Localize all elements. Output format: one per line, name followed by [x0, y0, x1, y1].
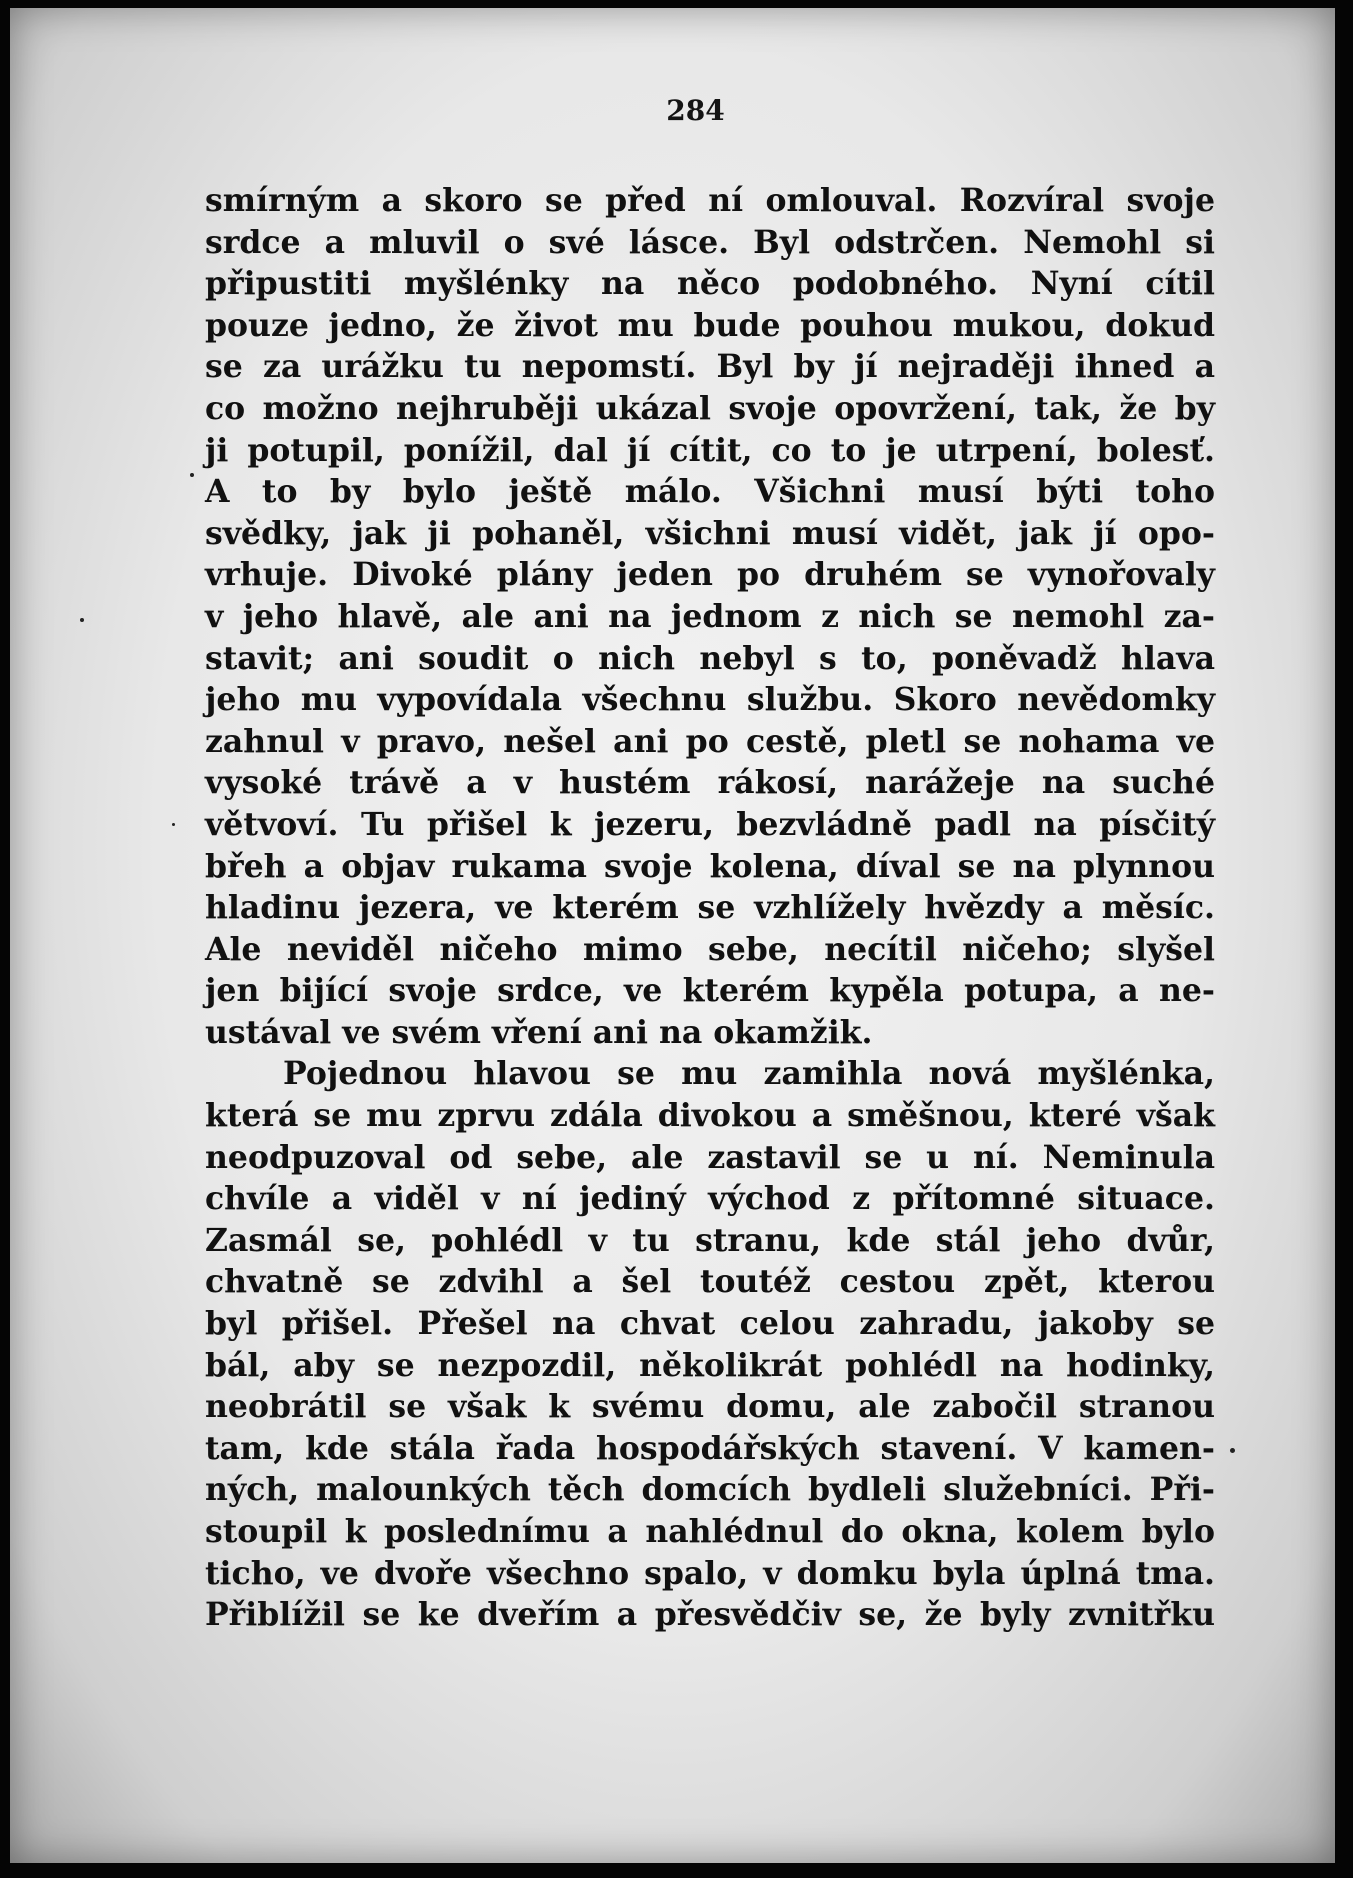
- text-line: jen bijící svoje srdce, ve kterém kypěla potupa, a ne-: [205, 972, 1215, 1010]
- scan-speck: [80, 618, 84, 622]
- paragraph-end-line: ustával ve svém vření ani na okamžik.: [205, 1013, 873, 1051]
- text-line: neodpuzoval od sebe, ale zastavil se u ní. Neminula: [205, 1138, 1215, 1176]
- text-line: zahnul v pravo, nešel ani po cestě, pletl se nohama ve: [205, 722, 1215, 760]
- text-line: Přiblížil se ke dveřím a přesvědčiv se, že byly zvnitřku: [205, 1596, 1215, 1634]
- text-line: ných, malounkých těch domcích bydleli služebníci. Při-: [205, 1471, 1215, 1509]
- text-line: která se mu zprvu zdála divokou a směšnou, které však: [205, 1097, 1215, 1135]
- body-text: [205, 180, 1215, 1636]
- scan-speck: [1230, 1448, 1235, 1453]
- text-line: jeho mu vypovídala všechnu službu. Skoro nevědomky: [205, 681, 1215, 719]
- text-line: srdce a mluvil o své lásce. Byl odstrčen. Nemohl si: [205, 223, 1215, 261]
- text-line: Zasmál se, pohlédl v tu stranu, kde stál jeho dvůr,: [205, 1221, 1215, 1259]
- text-line: břeh a objav rukama svoje kolena, díval se na plynnou: [205, 847, 1215, 885]
- text-line: vrhuje. Divoké plány jeden po druhém se vynořovaly: [205, 556, 1215, 594]
- text-line: vysoké trávě a v hustém rákosí, narážeje na suché: [205, 764, 1215, 802]
- text-line: bál, aby se nezpozdil, několikrát pohlédl na hodinky,: [205, 1346, 1215, 1384]
- text-line: tam, kde stála řada hospodářských stavení. V kamen-: [205, 1429, 1215, 1467]
- text-line: A to by bylo ještě málo. Všichni musí býti toho: [205, 473, 1215, 511]
- text-line: smírným a skoro se před ní omlouval. Rozvíral svoje: [205, 182, 1215, 219]
- text-line: v jeho hlavě, ale ani na jednom z nich se nemohl za-: [205, 597, 1215, 635]
- paragraph-start-line: Pojednou hlavou se mu zamihla nová myšlénka,: [283, 1055, 1215, 1093]
- text-line: neobrátil se však k svému domu, ale zabočil stranou: [205, 1388, 1215, 1426]
- text-line: ji potupil, ponížil, dal jí cítit, co to je utrpení, bolesť.: [205, 431, 1215, 469]
- text-line: pouze jedno, že život mu bude pouhou mukou, dokud: [205, 306, 1215, 344]
- text-line: Ale neviděl ničeho mimo sebe, necítil ničeho; slyšel: [205, 930, 1215, 968]
- text-line: co možno nejhruběji ukázal svoje opovržení, tak, že by: [205, 389, 1215, 427]
- scan-speck: [190, 473, 194, 477]
- text-line: stavit; ani soudit o nich nebyl s to, poněvadž hlava: [205, 639, 1215, 677]
- text-line: chvatně se zdvihl a šel toutéž cestou zpět, kterou: [205, 1263, 1215, 1301]
- text-line: připustiti myšlénky na něco podobného. Nyní cítil: [205, 265, 1215, 303]
- text-line: hladinu jezera, ve kterém se vzhlížely hvězdy a měsíc.: [205, 889, 1215, 927]
- text-line: svědky, jak ji pohaněl, všichni musí vidět, jak jí opo-: [205, 514, 1215, 552]
- text-line: chvíle a viděl v ní jediný východ z přítomné situace.: [205, 1180, 1215, 1218]
- page-number: 284: [666, 94, 725, 127]
- text-line: větvoví. Tu přišel k jezeru, bezvládně padl na písčitý: [205, 805, 1215, 843]
- text-line: stoupil k poslednímu a nahlédnul do okna, kolem bylo: [205, 1513, 1215, 1550]
- book-page: [10, 8, 1335, 1863]
- text-line: byl přišel. Přešel na chvat celou zahradu, jakoby se: [205, 1305, 1215, 1343]
- text-line: ticho, ve dvoře všechno spalo, v domku byla úplná tma.: [205, 1554, 1215, 1592]
- text-line: se za urážku tu nepomstí. Byl by jí nejraději ihned a: [205, 348, 1215, 386]
- scan-speck: [172, 823, 175, 826]
